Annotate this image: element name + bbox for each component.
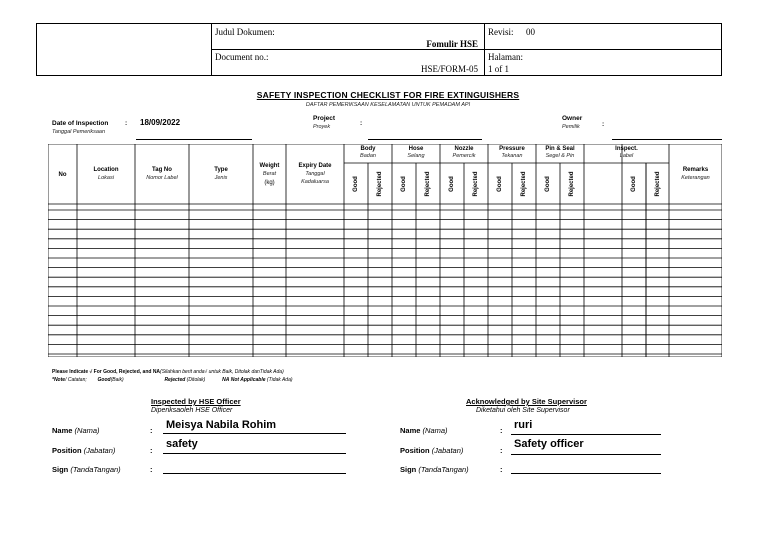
note-na-full: Not Applicable xyxy=(230,377,266,383)
inspected-sign-label: Sign (TandaTangan) xyxy=(52,465,121,474)
header-title-cell xyxy=(211,24,485,75)
page-title: SAFETY INSPECTION CHECKLIST FOR FIRE EXTINGUISHERS xyxy=(256,90,520,100)
doc-no-label: Document no.: xyxy=(215,52,269,62)
acknowledged-name-colon: : xyxy=(500,426,503,435)
col-no: No xyxy=(58,172,67,178)
good-column-label: Good xyxy=(449,176,455,192)
group-label-4: Pin & Seal xyxy=(545,146,575,152)
group-label-3: Pressure xyxy=(499,146,525,152)
date-sublabel: Tanggal Pemeriksaan xyxy=(52,129,105,135)
header-revision-cell xyxy=(484,24,721,75)
note-instruction-bold: Please Indicate √ For Good, Rejected, and NA xyxy=(52,369,161,375)
acknowledged-heading: Acknowledged by Site Supervisor xyxy=(466,397,587,406)
acknowledged-position-value[interactable]: Safety officer xyxy=(514,438,584,450)
inspected-subheading: Diperiksaoleh HSE Officer xyxy=(151,407,233,414)
col-type: Type xyxy=(214,167,228,173)
col-remarks-sub: Keterangan xyxy=(681,175,710,181)
col-type-sub: Jenis xyxy=(214,175,228,181)
inspected-name-label: Name (Nama) xyxy=(52,426,100,435)
owner-colon: : xyxy=(602,121,605,128)
document-header-table xyxy=(36,23,722,76)
owner-label: Owner xyxy=(562,115,583,122)
col-weight-unit: (kg) xyxy=(264,180,275,186)
note-instruction-ital: (Silahkan berit anda√ untuk Baik, Ditolak danTidak Ada) xyxy=(160,369,284,375)
group-sublabel-2: Pemercik xyxy=(452,153,476,159)
inspected-name-colon: : xyxy=(150,426,153,435)
date-colon: : xyxy=(125,120,128,127)
header-logo-cell xyxy=(37,24,212,75)
rejected-column-label: Rejected xyxy=(425,171,431,197)
revisi-value: 00 xyxy=(526,27,535,37)
col-weight: Weight xyxy=(259,163,280,169)
col-location: Location xyxy=(93,167,119,173)
project-colon: : xyxy=(360,120,363,127)
col-tag-sub: Nomor Label xyxy=(146,175,178,181)
acknowledged-position-underline xyxy=(511,454,661,455)
col-weight-sub: Berat xyxy=(262,171,277,177)
note-na-ital: (Tidak Ada) xyxy=(266,377,293,383)
rejected-column-label: Rejected xyxy=(377,171,383,197)
inspected-position-underline xyxy=(163,453,346,454)
project-sublabel: Proyek xyxy=(313,124,331,130)
rejected-column-label: Rejected xyxy=(654,171,661,197)
good-column-label: Good xyxy=(497,176,503,192)
col-expiry: Expiry Date xyxy=(298,163,332,169)
col-remarks: Remarks xyxy=(682,167,709,173)
note-instructions xyxy=(52,369,284,375)
inspected-sign-field[interactable] xyxy=(163,473,346,474)
date-underline xyxy=(136,139,252,140)
acknowledged-name-value[interactable]: ruri xyxy=(514,419,533,431)
good-column-label: Good xyxy=(401,176,407,192)
inspected-position-colon: : xyxy=(150,446,153,455)
note-good-ital: (Baik) xyxy=(110,377,124,383)
page-subtitle: DAFTAR PEMERIKSAAN KESELAMATAN UNTUK PEMADAM API xyxy=(305,102,471,108)
group-label-0: Body xyxy=(360,146,376,152)
note-good: Good xyxy=(97,377,111,383)
good-column-label: Good xyxy=(353,176,359,192)
acknowledged-subheading: Diketahui oleh Site Supervisor xyxy=(476,407,570,414)
acknowledged-name-label: Name (Nama) xyxy=(400,426,448,435)
doc-no-value: HSE/FORM-05 xyxy=(420,64,478,74)
acknowledged-position-label: Position (Jabatan) xyxy=(400,446,464,455)
owner-sublabel: Pemilik xyxy=(562,124,580,130)
note-na: NA xyxy=(222,377,230,383)
note-rejected-ital: (Ditolak) xyxy=(186,377,206,383)
halaman-value: 1 of 1 xyxy=(488,64,509,74)
group-label-5: Inspect. xyxy=(615,146,638,152)
project-label: Project xyxy=(313,115,336,122)
note-rejected: Rejected xyxy=(164,377,186,383)
good-column-label: Good xyxy=(545,176,551,192)
good-column-label: Good xyxy=(631,176,637,192)
col-expiry-sub2: Kadaluarsa xyxy=(301,179,329,185)
rejected-column-label: Rejected xyxy=(569,171,575,197)
col-location-sub: Lokasi xyxy=(98,175,114,181)
header-divider xyxy=(484,49,721,50)
inspected-position-label: Position (Jabatan) xyxy=(52,446,116,455)
acknowledged-sign-label: Sign (TandaTangan) xyxy=(400,465,469,474)
owner-field[interactable] xyxy=(612,139,722,140)
date-value[interactable]: 18/09/2022 xyxy=(140,118,181,127)
group-sublabel-5: Label xyxy=(619,153,634,159)
group-sublabel-3: Tekanan xyxy=(501,153,523,159)
rejected-column-label: Rejected xyxy=(521,171,527,197)
rejected-column-label: Rejected xyxy=(473,171,479,197)
acknowledged-sign-colon: : xyxy=(500,465,503,474)
inspected-position-value[interactable]: safety xyxy=(166,438,198,450)
inspected-sign-colon: : xyxy=(150,465,153,474)
judul-value: Fomulir HSE xyxy=(426,39,478,49)
inspected-name-value[interactable]: Meisya Nabila Rohim xyxy=(166,419,277,431)
note-label: *Note xyxy=(52,377,66,383)
date-label: Date of Inspection xyxy=(52,120,109,127)
halaman-label: Halaman: xyxy=(488,52,523,62)
note-label-ital: / Catatan; xyxy=(65,377,87,383)
group-label-1: Hose xyxy=(408,146,424,152)
inspected-heading: Inspected by HSE Officer xyxy=(151,397,241,406)
acknowledged-sign-field[interactable] xyxy=(511,473,661,474)
group-sublabel-4: Segel & Pin xyxy=(545,153,575,159)
inspected-name-underline xyxy=(163,433,346,434)
col-expiry-sub1: Tanggal xyxy=(305,171,325,177)
acknowledged-position-colon: : xyxy=(500,446,503,455)
group-label-2: Nozzle xyxy=(454,146,474,152)
header-divider xyxy=(211,49,484,50)
group-sublabel-0: Badan xyxy=(360,153,376,159)
project-field[interactable] xyxy=(368,139,482,140)
group-sublabel-1: Selang xyxy=(407,153,425,159)
acknowledged-name-underline xyxy=(511,434,661,435)
note-legend xyxy=(52,377,293,383)
col-tag: Tag No xyxy=(152,167,172,173)
judul-label: Judul Dokumen: xyxy=(215,27,275,37)
revisi-label: Revisi: xyxy=(488,27,514,37)
